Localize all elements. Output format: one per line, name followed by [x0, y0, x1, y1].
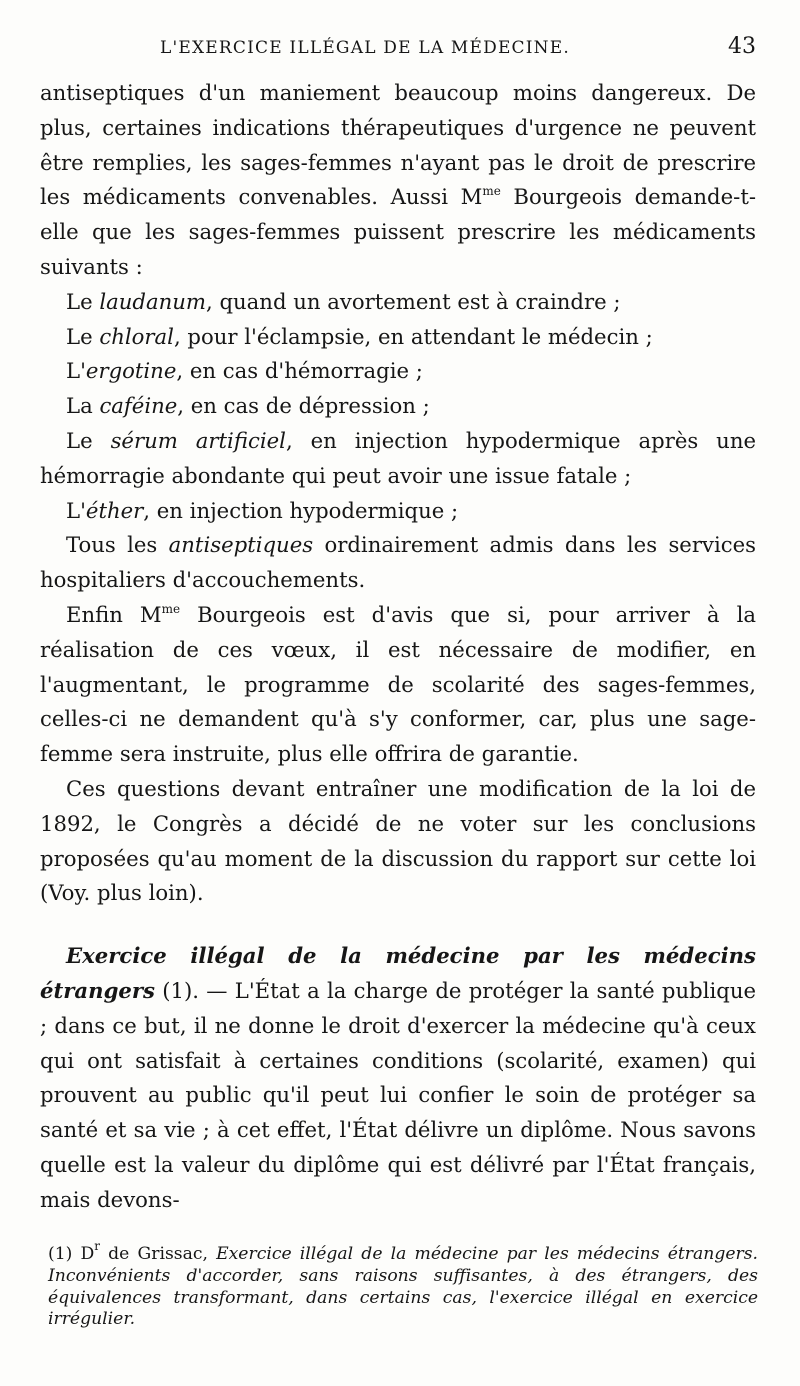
footnote-reference: (1).: [154, 977, 199, 1003]
page-header: [40, 34, 768, 68]
drug-name: sérum artificiel: [110, 427, 286, 453]
footnotes: [48, 1239, 759, 1331]
running-title: L'EXERCICE ILLÉGAL DE LA MÉDECINE.: [160, 38, 570, 58]
list-item: L'ergotine, en cas d'hémorragie ;: [66, 358, 423, 384]
abbrev-superscript: me: [161, 601, 181, 616]
list-item: Tous les antiseptiques ordinairement admis dans les services hospitaliers d'accouchements.: [40, 532, 757, 593]
section-heading: Exercice illégal de la médecine par les médecins étrangers: [40, 943, 756, 1003]
drug-name: éther: [85, 497, 144, 523]
footnote-text: Exercice illégal de la médecine par les médecins étrangers. Inconvénients d'accorder, sans raisons suffisantes, à des étrangers, des équivalences transformant, dans certains cas, l'exercice illégal en exercice irrégulier.: [48, 1244, 759, 1330]
list-item: Le chloral, pour l'éclampsie, en attendant le médecin ;: [66, 323, 653, 349]
drug-name: antiseptiques: [168, 532, 314, 558]
footnote-mark: (1): [48, 1244, 81, 1264]
list-item: L'éther, en injection hypodermique ;: [66, 497, 459, 523]
drug-name: laudanum: [99, 288, 206, 314]
paragraph-enfin: Enfin $M^{me}$ Bourgeois est d'avis que si, pour arriver à la réalisation de ces vœux, il est nécessaire de modifier, en l'augmentant, le programme de scolarité des sages-femmes, celles-ci ne demandent qu'à s'y conformer, car, plus une sage-femme sera instruite, plus elle offrira de garantie.: [40, 601, 756, 767]
drug-name: ergotine: [85, 358, 177, 384]
paragraph-text: antiseptiques d'un maniement beaucoup moins dangereux. De plus, certaines indications thérapeutiques d'urgence ne peuvent être remplies, les sages-femmes n'ayant pas le droit de prescrire les médicaments convenables. Aussi M: [40, 80, 756, 210]
list-item: La caféine, en cas de dépression ;: [66, 393, 430, 419]
section-paragraph: Exercice illégal de la médecine par les médecins étrangers (1). — L'État a la charge de protéger la santé publique ; dans ce but, il ne donne le droit d'exercer la médecine qu'à ceux qui ont satisfait à certaines conditions (scolarité, examen) qui prouvent au public qu'il peut lui confier le soin de protéger sa santé et sa vie ; à cet effet, l'État délivre un diplôme. Nous savons quelle est la valeur du diplôme qui est délivré par l'État français, mais devons-: [40, 943, 757, 1212]
drug-name: caféine: [99, 393, 178, 419]
paragraph-prescription: [40, 76, 756, 285]
list-item: Le sérum artificiel, en injection hypodermique après une hémorragie abondante qui peut avoir une issue fatale ;: [40, 427, 757, 488]
section-text: L'État a la charge de protéger la santé publique ; dans ce but, il ne donne le droit d'exercer la médecine qu'à ceux qui ont satisfait à certaines conditions (scolarité, examen) qui prouvent au public qu'il peut lui confier le soin de protéger sa santé et sa vie ; à cet effet, l'État délivre un diplôme. Nous savons quelle est la valeur du diplôme qui est délivré par l'État français, mais devons-: [40, 977, 757, 1212]
abbrev-superscript: me: [482, 184, 501, 199]
paragraph-questions: Ces questions devant entraîner une modification de la loi de 1892, le Congrès a décidé de ne voter sur les conclusions proposées qu'au moment de la discussion du rapport sur cette loi (Voy. plus loin).: [40, 775, 756, 906]
footnote: (1) D$^r$ de Grissac, Exercice illégal de la médecine par les médecins étrangers. Inconvénients d'accorder, sans raisons suffisantes, à des étrangers, des équivalences transformant, dans certains cas, l'exercice illégal en exercice irrégulier.: [48, 1239, 759, 1330]
paragraph-text: Bourgeois demande-t-elle que les sages-femmes puissent prescrire les médicaments suivants :: [40, 184, 756, 279]
page-number: 43: [728, 34, 756, 59]
body-text: [40, 76, 756, 1218]
drug-name: chloral: [99, 323, 174, 349]
list-item: Le laudanum, quand un avortement est à craindre ;: [66, 288, 621, 314]
